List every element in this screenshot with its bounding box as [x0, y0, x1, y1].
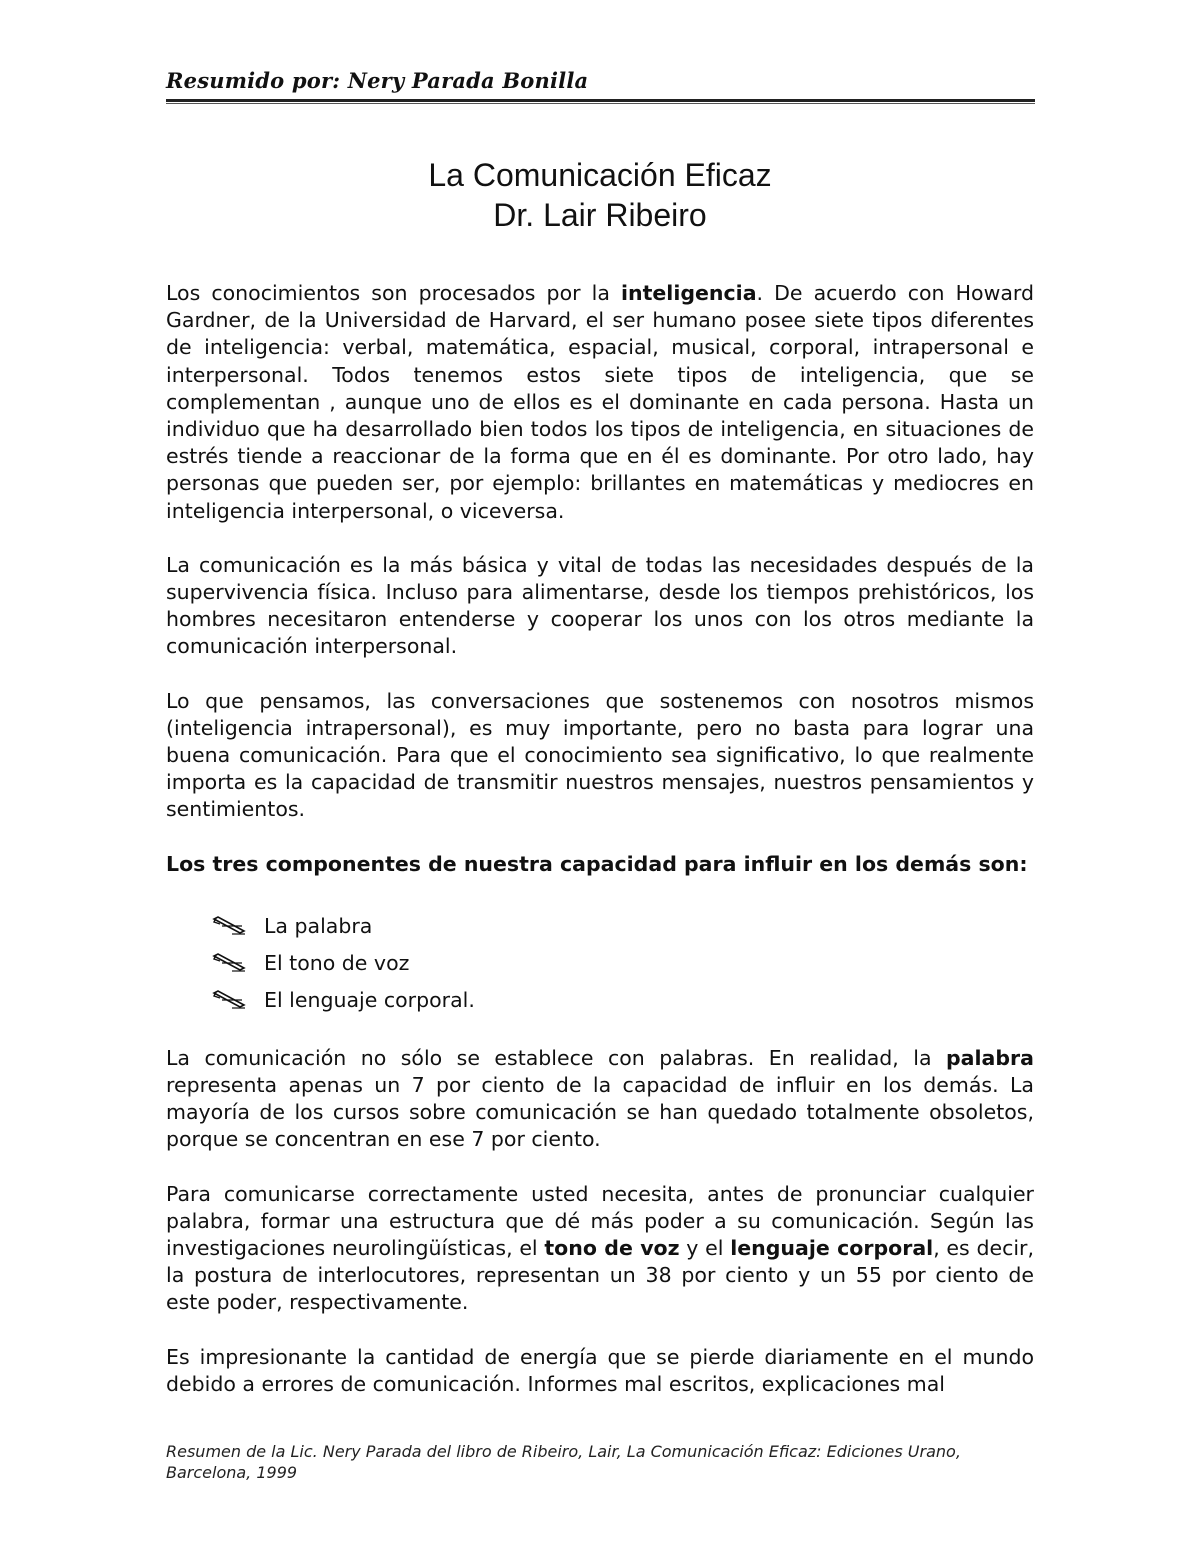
bold-term: lenguaje corporal [730, 1236, 934, 1261]
list-item-label: El tono de voz [264, 950, 410, 975]
pencil-icon [212, 916, 246, 936]
paragraph-voice-body: Para comunicarse correctamente usted necesita, antes de pronunciar cualquier palabra, formar una estructura que dé más poder a su comunicación. Según las investigaciones neurolingüísticas, el tono de voz y el lenguaje corporal, es decir, la postura de interlocutores, representan un 38 por ciento y un 55 por ciento de este poder, respectivamente. [166, 1181, 1034, 1315]
pencil-icon [212, 990, 246, 1010]
paragraph-word-percentage: La comunicación no sólo se establece con palabras. En realidad, la palabra representa apenas un 7 por ciento de la capacidad de influir en los demás. La mayoría de los cursos sobre comunicación se han quedado totalmente obsoletos, porque se concentran en ese 7 por ciento. [166, 1045, 1034, 1152]
components-list [166, 908, 1034, 1019]
page-footer: Resumen de la Lic. Nery Parada del libro de Ribeiro, Lair, La Comunicación Eficaz: Ediciones Urano, Barcelona, 1999 [166, 1442, 961, 1482]
paragraph-communication: La comunicación es la más básica y vital de todas las necesidades después de la supervivencia física. Incluso para alimentarse, desde los tiempos prehistóricos, los hombres necesitaron entenderse y cooperar los unos con los otros mediante la comunicación interpersonal. [166, 552, 1034, 659]
pencil-icon [212, 953, 246, 973]
header-rule [166, 99, 1035, 102]
section-subheading: Los tres componentes de nuestra capacidad para influir en los demás son: [166, 851, 1028, 876]
author-line: Dr. Lair Ribeiro [493, 197, 707, 233]
bold-term: tono de voz [544, 1236, 680, 1261]
page-header [166, 68, 1034, 93]
list-item [212, 908, 1034, 945]
list-item [212, 945, 1034, 982]
bold-term: inteligencia [620, 281, 757, 305]
document-body [166, 280, 1034, 1398]
list-item-label: El lenguaje corporal. [264, 987, 475, 1012]
header-author-line: Resumido por: Nery Parada Bonilla [166, 68, 589, 93]
paragraph-energy: Es impresionante la cantidad de energía que se pierde diariamente en el mundo debido a errores de comunicación. Informes mal escritos, explicaciones mal [166, 1344, 1034, 1396]
header-rule-thin [166, 103, 1035, 104]
document-title [166, 155, 1034, 235]
paragraph-thinking: Lo que pensamos, las conversaciones que sostenemos con nosotros mismos (inteligencia intrapersonal), es muy importante, pero no basta para lograr una buena comunicación. Para que el conocimiento sea significativo, lo que realmente importa es la capacidad de transmitir nuestros mensajes, nuestros pensamientos y sentimientos. [166, 688, 1034, 822]
list-item-label: La palabra [264, 913, 373, 938]
list-item [212, 982, 1034, 1019]
title-line: La Comunicación Eficaz [428, 157, 772, 193]
bold-term: palabra [946, 1045, 1034, 1070]
paragraph-intelligence: Los conocimientos son procesados por la inteligencia. De acuerdo con Howard Gardner, de la Universidad de Harvard, el ser humano posee siete tipos diferentes de inteligencia: verbal, matemática, espacial, musical, corporal, intrapersonal e interpersonal. Todos tenemos estos siete tipos de inteligencia, que se complementan , aunque uno de ellos es el dominante en cada persona. Hasta un individuo que ha desarrollado bien todos los tipos de inteligencia, en situaciones de estrés tiende a reaccionar de la forma que en él es dominante. Por otro lado, hay personas que pueden ser, por ejemplo: brillantes en matemáticas y mediocres en inteligencia interpersonal, o viceversa. [166, 281, 1035, 523]
